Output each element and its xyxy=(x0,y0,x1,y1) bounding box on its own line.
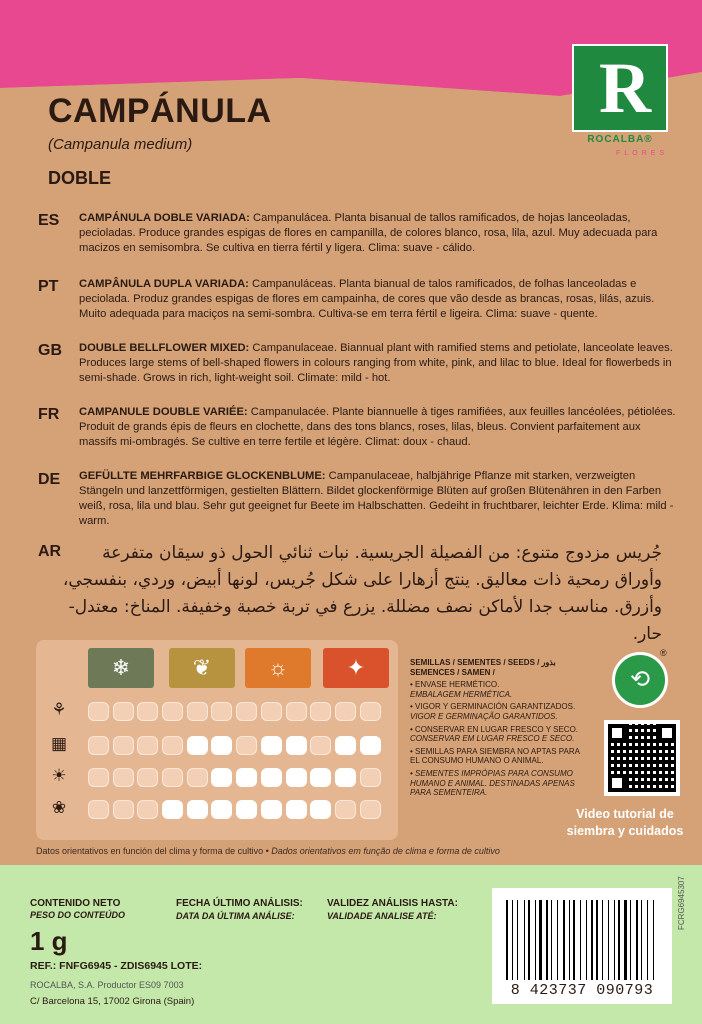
month-cell xyxy=(113,702,134,721)
seed-item-text: • ENVASE HERMÉTICO. xyxy=(410,680,500,690)
rocalba-logo xyxy=(572,44,668,157)
qr-pattern xyxy=(608,724,676,792)
bar xyxy=(641,900,642,980)
bar xyxy=(553,900,555,980)
description-ar: جُريس مزدوج متنوع: من الفصيلة الجريسية. نبات ثنائي الحول ذو سيقان متفرعة وأوراق رمحية ذات معاليق. ينتج أزهارا على شكل جُريس، لونها أبيض، وردي، بنفسجي، وأزرق. مناسب جدا لأماكن نصف مضللة. يزرع في تربة خصبة وخفيفة. المناخ: معتدل-حار. xyxy=(62,543,662,644)
bar xyxy=(647,900,648,980)
calendar-row xyxy=(88,736,388,755)
latin-name: (Campanula medium) xyxy=(48,136,193,153)
month-cell xyxy=(261,800,282,819)
month-cell xyxy=(261,736,282,755)
desc-title: CAMPANULE DOUBLE VARIÉE: xyxy=(79,406,248,418)
leaf-icon: ❦ xyxy=(169,648,235,688)
month-cell xyxy=(113,800,134,819)
reference-lot: REF.: FNFG6945 - ZDIS6945 LOTE: xyxy=(30,960,203,972)
month-cell xyxy=(261,702,282,721)
bar xyxy=(557,900,558,980)
qr-finder xyxy=(608,724,626,742)
product-title: CAMPÁNULA xyxy=(48,92,272,130)
seed-item xyxy=(410,769,580,798)
validity-label-pt: VALIDADE ANALISE ATÉ: xyxy=(327,911,437,921)
desc-title: DOUBLE BELLFLOWER MIXED: xyxy=(79,342,250,354)
month-cell xyxy=(187,800,208,819)
bar xyxy=(566,900,567,980)
month-cell xyxy=(113,736,134,755)
desc-body: Campanuláceas. Planta bianual de talos ramificados, de folhas lanceoladas e peciolada. Produz grandes espigas de flores em campainha, de cores que vão desde as brancas, rosas, lilás, azuis. Muito adequada para maciços na semi-sombra. Cultiva-se em terra fértil e ligeira. Clima: suave - quente. xyxy=(79,278,655,320)
month-cell xyxy=(211,702,232,721)
month-cell xyxy=(335,736,356,755)
bar xyxy=(537,900,538,980)
bar xyxy=(591,900,593,980)
month-cell xyxy=(211,768,232,787)
bar xyxy=(509,900,510,980)
analysis-date-label: FECHA ÚLTIMO ANÁLISIS: xyxy=(176,898,303,909)
month-cell xyxy=(236,736,257,755)
analysis-date-label-pt: DATA DA ÚLTIMA ANÁLISE: xyxy=(176,911,295,921)
month-cell xyxy=(310,800,331,819)
month-cell xyxy=(261,768,282,787)
month-cell xyxy=(236,800,257,819)
calendar-row xyxy=(88,768,388,787)
bar xyxy=(639,900,640,980)
month-cell xyxy=(113,768,134,787)
bar xyxy=(636,900,638,980)
seed-item xyxy=(410,680,580,699)
transplant-icon: ☀ xyxy=(51,766,67,785)
lang-code-fr: FR xyxy=(38,406,60,423)
logo-letter: R xyxy=(599,48,651,128)
sun-icon: ☼ xyxy=(245,648,311,688)
desc-body: Campanulaceae, halbjährige Pflanze mit starken, verzweigten Stängeln und lanzettförmigen, gestielten Blättern. Bildet glockenförmige Blüten auf großen Blütenähren in den Farben weiß, rosa, lila und blau. Sehr gut geeignet fur Beete im Halbschatten. Gedeiht in fruchtbarer, leichter Erde. Klima: mild - warm. xyxy=(79,470,674,527)
desc-body: Campanulaceae. Biannual plant with ramified stems and petiolate, lanceolate leaves. Produces large stems of bell-shaped flowers in colours ranging from white, pink, and lilac to blue. Ideal for flowerbeds in semi-shade. Grows in rich, light-weight soil. Climate: mild - hot. xyxy=(79,342,673,384)
description-pt xyxy=(79,277,679,322)
seed-tray-icon: ▦ xyxy=(50,734,68,753)
maple-icon: ✦ xyxy=(323,648,389,688)
bar xyxy=(571,900,572,980)
bar xyxy=(614,900,615,980)
bag-icon: ⚘ xyxy=(51,700,67,719)
bar xyxy=(621,900,622,980)
bar xyxy=(610,900,612,980)
bar xyxy=(526,900,527,980)
bar xyxy=(618,900,620,980)
month-cell xyxy=(162,800,183,819)
calendar-row xyxy=(88,702,388,721)
description-de xyxy=(79,469,679,529)
logo-box xyxy=(572,44,668,132)
seed-item-text: • VIGOR Y GERMINACIÓN GARANTIZADOS. xyxy=(410,702,576,712)
net-content-label-pt: PESO DO CONTEÚDO xyxy=(30,910,126,920)
address: C/ Barcelona 15, 17002 Girona (Spain) xyxy=(30,996,195,1007)
month-cell xyxy=(137,800,158,819)
month-cell xyxy=(310,702,331,721)
bar xyxy=(630,900,631,980)
barcode-bars xyxy=(506,900,658,980)
month-cell xyxy=(162,702,183,721)
month-cell xyxy=(286,800,307,819)
flowering-icon: ❀ xyxy=(51,798,67,817)
bar xyxy=(506,900,508,980)
qr-finder xyxy=(608,774,626,792)
desc-body: Campanulácea. Planta bisanual de tallos ramificados, de hojas lanceoladas, pecioladas. Produce grandes espigas de flores en campanilla, de colores blanco, rosa, lila, azul. Muy adecuada para macizos en semisombra. Se cultiva en tierra fértil y ligera. Clima: suave - cálido. xyxy=(79,212,658,254)
bar xyxy=(535,900,536,980)
bar xyxy=(549,900,550,980)
month-cell xyxy=(335,800,356,819)
net-content-label: CONTENIDO NETO xyxy=(30,898,121,909)
month-cell xyxy=(187,736,208,755)
bar xyxy=(624,900,627,980)
seed-item-text-pt: • SEMENTES IMPRÓPIAS PARA CONSUMO HUMANO E ANIMAL. DESTINADAS APENAS PARA SEMENTEIRA. xyxy=(410,768,575,798)
bar xyxy=(528,900,530,980)
month-cell xyxy=(187,768,208,787)
seed-heading: SEMILLAS / SEMENTES / SEEDS / بذور SEMENCES / SAMEN / xyxy=(410,658,556,677)
registered-icon: ® xyxy=(660,648,667,658)
desc-body: Campanulacée. Plante biannuelle à tiges ramifiées, aux feuilles lancéolées, pétiolées. Produit de grands épis de fleurs en clochette, dans des tons blancs, roses, lilas, bleus. Convient parfaitement aux massifs mi-ombragés. Se cultive en terre fertile et légère. Climat: doux - chaud. xyxy=(79,406,676,448)
green-dot-icon: ⟲ xyxy=(612,652,668,708)
lang-code-pt: PT xyxy=(38,278,59,295)
seed-item xyxy=(410,747,580,766)
month-cell xyxy=(162,768,183,787)
month-cell xyxy=(137,702,158,721)
month-cell xyxy=(236,768,257,787)
barcode xyxy=(492,888,672,1004)
bar xyxy=(524,900,525,980)
seed-item-text-pt: VIGOR E GERMINAÇÃO GARANTIDOS. xyxy=(410,711,558,721)
bar xyxy=(582,900,585,980)
barcode-number: 8 423737 090793 xyxy=(510,982,654,999)
month-cell xyxy=(236,702,257,721)
qr-code[interactable] xyxy=(604,720,680,796)
seed-item-text: • SEMILLAS PARA SIEMBRA NO APTAS PARA EL CONSUMO HUMANO O ANIMAL. xyxy=(410,746,580,766)
producer-line: ROCALBA, S.A. Productor ES09 7003 xyxy=(30,980,184,990)
bar xyxy=(644,900,646,980)
bar xyxy=(517,900,518,980)
footnote-es: Datos orientativos en función del clima y forma de cultivo • xyxy=(36,846,269,856)
footnote xyxy=(36,846,500,856)
video-tutorial-label: Video tutorial de siembra y cuidados xyxy=(566,807,684,838)
month-cell xyxy=(286,702,307,721)
month-cell xyxy=(310,736,331,755)
bar xyxy=(586,900,587,980)
bar xyxy=(514,900,516,980)
bar xyxy=(616,900,617,980)
bar xyxy=(628,900,629,980)
bar xyxy=(569,900,570,980)
month-cell xyxy=(310,768,331,787)
month-cell xyxy=(187,702,208,721)
month-cell xyxy=(286,736,307,755)
bar xyxy=(602,900,603,980)
seed-item-text-pt: EMBALAGEM HERMÉTICA. xyxy=(410,689,513,699)
footnote-pt: Dados orientativos em função de clima e forma de cultivo xyxy=(271,846,500,856)
month-cell xyxy=(360,768,381,787)
bar xyxy=(599,900,600,980)
bar xyxy=(649,900,652,980)
desc-title: CAMPÁNULA DOBLE VARIADA: xyxy=(79,212,250,224)
description-fr xyxy=(79,405,679,450)
seed-item xyxy=(410,702,580,721)
month-cell xyxy=(360,800,381,819)
month-cell xyxy=(88,800,109,819)
variety-name: DOBLE xyxy=(48,168,111,188)
bar xyxy=(546,900,548,980)
month-cell xyxy=(137,736,158,755)
logo-name: ROCALBA® xyxy=(587,134,653,145)
validity-label: VALIDEZ ANÁLISIS HASTA: xyxy=(327,898,458,909)
bar xyxy=(551,900,552,980)
bar xyxy=(594,900,595,980)
month-cell xyxy=(88,736,109,755)
calendar-row xyxy=(88,800,388,819)
bar xyxy=(539,900,542,980)
seed-item xyxy=(410,725,580,744)
bar xyxy=(531,900,533,980)
seed-info xyxy=(410,658,580,798)
bar xyxy=(604,900,607,980)
bar xyxy=(563,900,565,980)
net-weight: 1 g xyxy=(30,926,68,956)
month-cell xyxy=(88,702,109,721)
desc-title: CAMPÂNULA DUPLA VARIADA: xyxy=(79,278,249,290)
month-cell xyxy=(335,768,356,787)
month-cell xyxy=(335,702,356,721)
bar xyxy=(656,900,657,980)
month-cell xyxy=(137,768,158,787)
month-cell xyxy=(211,800,232,819)
lang-code-ar: AR xyxy=(38,543,62,560)
lang-code-es: ES xyxy=(38,212,60,229)
seed-item-text: • CONSERVAR EN LUGAR FRESCO Y SECO. xyxy=(410,724,579,734)
logo-subtitle: FLORES xyxy=(615,150,668,157)
month-cell xyxy=(360,702,381,721)
bar xyxy=(559,900,562,980)
bar xyxy=(653,900,654,980)
bar xyxy=(632,900,634,980)
bar xyxy=(596,900,598,980)
bar xyxy=(608,900,609,980)
bar xyxy=(512,900,513,980)
lang-code-de: DE xyxy=(38,471,61,488)
bar xyxy=(519,900,522,980)
month-cell xyxy=(360,736,381,755)
bar xyxy=(573,900,575,980)
vertical-code: FCRG6945307 xyxy=(677,876,686,930)
description-es xyxy=(79,211,679,256)
bar xyxy=(580,900,581,980)
snowflake-icon: ❄ xyxy=(88,648,154,688)
month-cell xyxy=(211,736,232,755)
month-cell xyxy=(162,736,183,755)
seed-items xyxy=(410,680,580,798)
lang-code-gb: GB xyxy=(38,342,62,359)
month-cell xyxy=(88,768,109,787)
month-cell xyxy=(286,768,307,787)
bar xyxy=(543,900,544,980)
bar xyxy=(576,900,578,980)
qr-finder xyxy=(658,724,676,742)
desc-title: GEFÜLLTE MEHRFARBIGE GLOCKENBLUME: xyxy=(79,470,326,482)
bar xyxy=(588,900,589,980)
seed-item-text-pt: CONSERVAR EM LUGAR FRESCO E SECO. xyxy=(410,734,575,744)
description-gb xyxy=(79,341,679,386)
